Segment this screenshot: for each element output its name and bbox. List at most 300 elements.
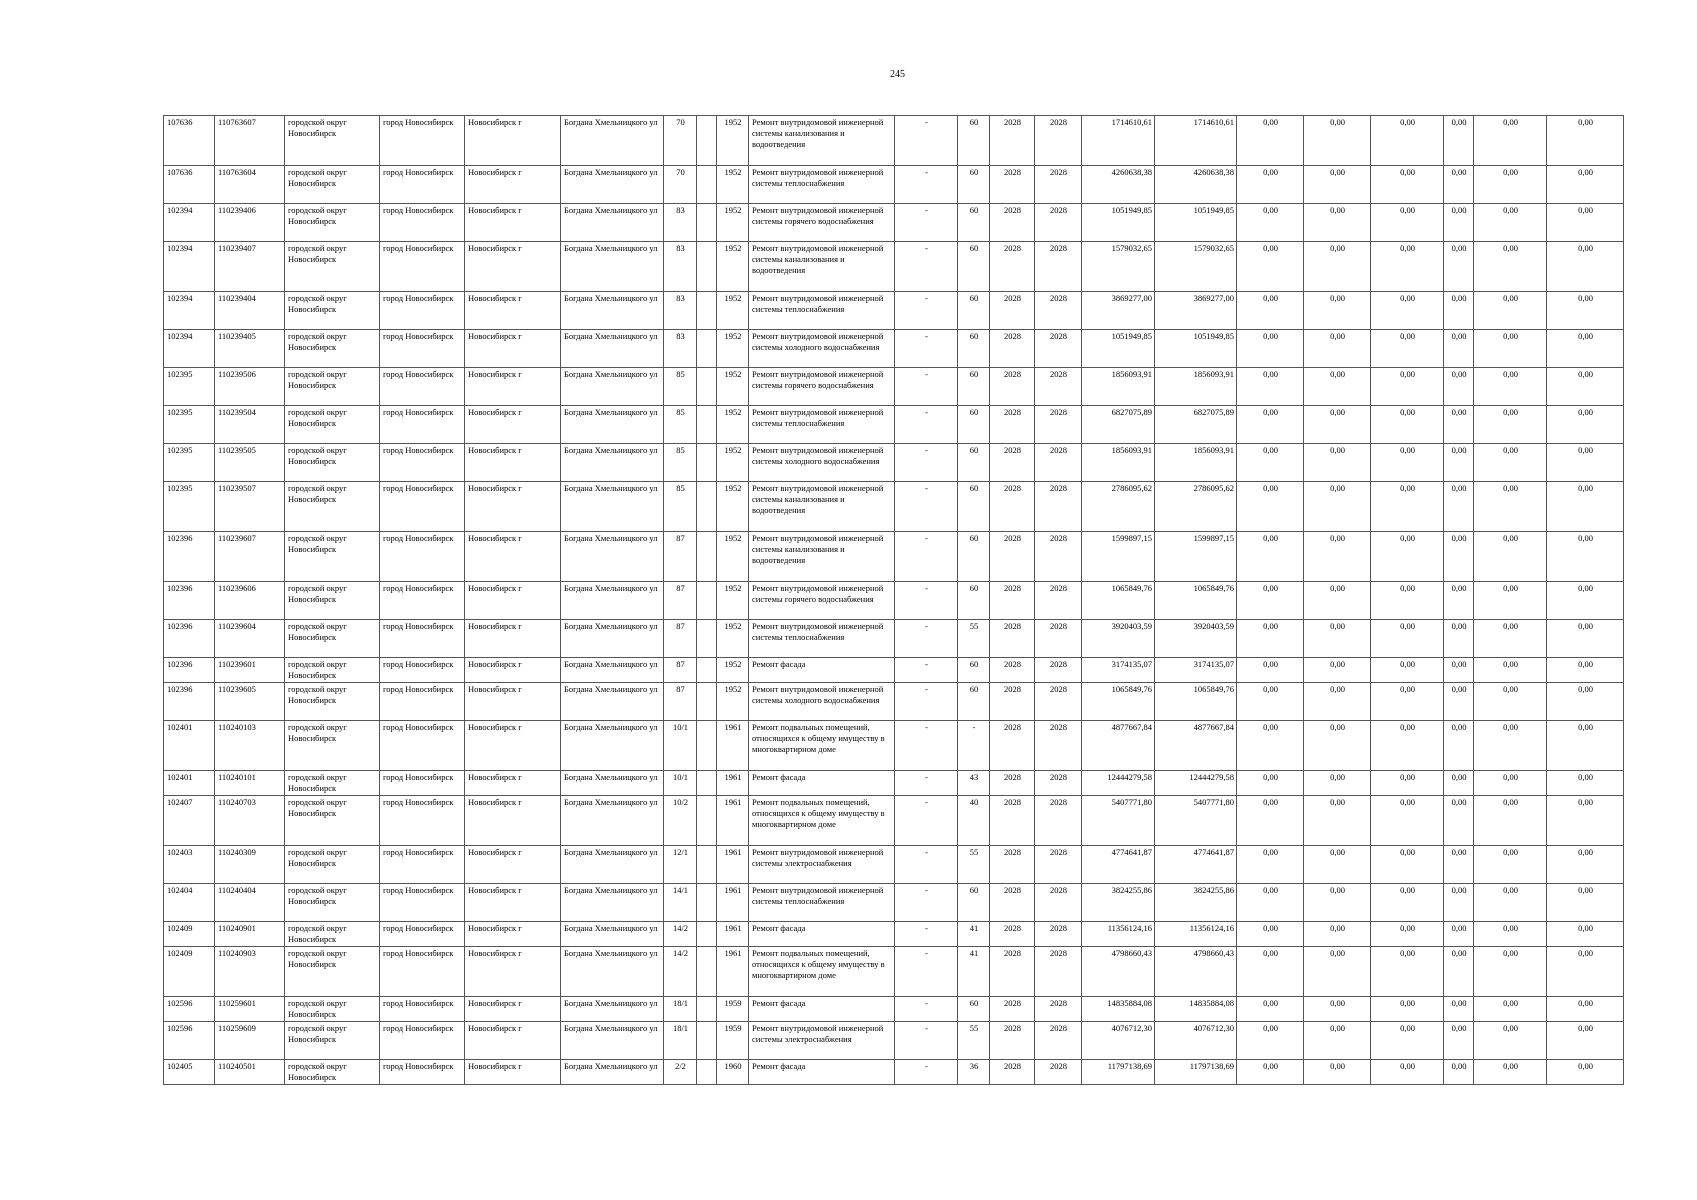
local-funds-cell: 0,00 <box>1371 884 1444 922</box>
work-type-cell: Ремонт фасада <box>749 922 895 947</box>
last-repair-year-cell: - <box>895 997 958 1022</box>
plan-year-start-cell: 2028 <box>990 204 1035 242</box>
fund-cost-cell: 1065849,76 <box>1155 582 1237 620</box>
plan-year-start-cell: 2028 <box>990 947 1035 997</box>
plan-year-end-cell: 2028 <box>1035 1060 1082 1085</box>
settlement-cell: город Новосибирск <box>380 947 465 997</box>
street-cell: Богдана Хмельницкого ул <box>561 947 664 997</box>
plan-year-end-cell: 2028 <box>1035 846 1082 884</box>
fund-cost-cell: 1051949,85 <box>1155 330 1237 368</box>
street-cell: Богдана Хмельницкого ул <box>561 532 664 582</box>
municipal-district-cell: городской округ Новосибирск <box>285 658 380 683</box>
other-funds-cell: 0,00 <box>1444 721 1474 771</box>
wear-percent-cell: 55 <box>958 620 990 658</box>
plan-year-end-cell: 2028 <box>1035 204 1082 242</box>
plan-year-end-cell: 2028 <box>1035 997 1082 1022</box>
wear-percent-cell: 60 <box>958 997 990 1022</box>
regional-funds-cell: 0,00 <box>1304 884 1371 922</box>
wear-percent-cell: 60 <box>958 166 990 204</box>
municipal-district-cell: городской округ Новосибирск <box>285 771 380 796</box>
owners-funds-cell: 0,00 <box>1474 482 1547 532</box>
wear-percent-cell: 40 <box>958 796 990 846</box>
local-funds-cell: 0,00 <box>1371 846 1444 884</box>
commission-year-cell: 1952 <box>717 204 749 242</box>
owners-funds-cell: 0,00 <box>1474 166 1547 204</box>
total-cost-cell: 1856093,91 <box>1082 444 1155 482</box>
house-id-cell: 102401 <box>164 721 215 771</box>
settlement-cell: город Новосибирск <box>380 368 465 406</box>
table-row <box>164 620 1624 658</box>
table-row <box>164 582 1624 620</box>
settlement-cell: город Новосибирск <box>380 997 465 1022</box>
settlement-cell: город Новосибирск <box>380 683 465 721</box>
federal-funds-cell: 0,00 <box>1237 620 1304 658</box>
last-repair-year-cell: - <box>895 330 958 368</box>
table-row <box>164 683 1624 721</box>
house-number-cell: 14/2 <box>664 922 697 947</box>
reserve-funds-cell: 0,00 <box>1547 997 1624 1022</box>
fund-cost-cell: 1579032,65 <box>1155 242 1237 292</box>
table-row <box>164 658 1624 683</box>
table-row <box>164 721 1624 771</box>
municipal-district-cell: городской округ Новосибирск <box>285 721 380 771</box>
street-cell: Богдана Хмельницкого ул <box>561 922 664 947</box>
wear-percent-cell: 60 <box>958 368 990 406</box>
total-cost-cell: 14835884,08 <box>1082 997 1155 1022</box>
work-type-cell: Ремонт фасада <box>749 771 895 796</box>
owners-funds-cell: 0,00 <box>1474 771 1547 796</box>
house-id-cell: 107636 <box>164 166 215 204</box>
reserve-funds-cell: 0,00 <box>1547 406 1624 444</box>
owners-funds-cell: 0,00 <box>1474 1060 1547 1085</box>
work-type-cell: Ремонт внутридомовой инженерной системы холодного водоснабжения <box>749 330 895 368</box>
building-cell <box>697 884 717 922</box>
locality-cell: Новосибирск г <box>465 166 561 204</box>
work-type-cell: Ремонт внутридомовой инженерной системы теплоснабжения <box>749 166 895 204</box>
last-repair-year-cell: - <box>895 116 958 166</box>
wear-percent-cell: - <box>958 721 990 771</box>
work-id-cell: 110763607 <box>215 116 285 166</box>
house-number-cell: 85 <box>664 368 697 406</box>
plan-year-end-cell: 2028 <box>1035 884 1082 922</box>
house-id-cell: 102394 <box>164 204 215 242</box>
house-id-cell: 102396 <box>164 532 215 582</box>
table-row <box>164 330 1624 368</box>
plan-year-start-cell: 2028 <box>990 292 1035 330</box>
wear-percent-cell: 41 <box>958 922 990 947</box>
locality-cell: Новосибирск г <box>465 444 561 482</box>
owners-funds-cell: 0,00 <box>1474 444 1547 482</box>
other-funds-cell: 0,00 <box>1444 292 1474 330</box>
regional-funds-cell: 0,00 <box>1304 444 1371 482</box>
municipal-district-cell: городской округ Новосибирск <box>285 330 380 368</box>
plan-year-start-cell: 2028 <box>990 582 1035 620</box>
house-id-cell: 102394 <box>164 330 215 368</box>
building-cell <box>697 406 717 444</box>
wear-percent-cell: 60 <box>958 683 990 721</box>
house-id-cell: 102394 <box>164 292 215 330</box>
local-funds-cell: 0,00 <box>1371 532 1444 582</box>
house-id-cell: 107636 <box>164 116 215 166</box>
last-repair-year-cell: - <box>895 166 958 204</box>
other-funds-cell: 0,00 <box>1444 796 1474 846</box>
table-row <box>164 997 1624 1022</box>
total-cost-cell: 1856093,91 <box>1082 368 1155 406</box>
commission-year-cell: 1961 <box>717 922 749 947</box>
work-type-cell: Ремонт внутридомовой инженерной системы горячего водоснабжения <box>749 204 895 242</box>
federal-funds-cell: 0,00 <box>1237 846 1304 884</box>
street-cell: Богдана Хмельницкого ул <box>561 204 664 242</box>
local-funds-cell: 0,00 <box>1371 1022 1444 1060</box>
last-repair-year-cell: - <box>895 292 958 330</box>
last-repair-year-cell: - <box>895 922 958 947</box>
work-type-cell: Ремонт внутридомовой инженерной системы горячего водоснабжения <box>749 368 895 406</box>
work-type-cell: Ремонт внутридомовой инженерной системы теплоснабжения <box>749 620 895 658</box>
other-funds-cell: 0,00 <box>1444 947 1474 997</box>
municipal-district-cell: городской округ Новосибирск <box>285 444 380 482</box>
last-repair-year-cell: - <box>895 482 958 532</box>
plan-year-end-cell: 2028 <box>1035 444 1082 482</box>
building-cell <box>697 947 717 997</box>
other-funds-cell: 0,00 <box>1444 368 1474 406</box>
regional-funds-cell: 0,00 <box>1304 771 1371 796</box>
work-type-cell: Ремонт внутридомовой инженерной системы канализования и водоотведения <box>749 116 895 166</box>
fund-cost-cell: 1599897,15 <box>1155 532 1237 582</box>
owners-funds-cell: 0,00 <box>1474 532 1547 582</box>
building-cell <box>697 166 717 204</box>
work-type-cell: Ремонт внутридомовой инженерной системы канализования и водоотведения <box>749 482 895 532</box>
building-cell <box>697 796 717 846</box>
plan-year-end-cell: 2028 <box>1035 683 1082 721</box>
locality-cell: Новосибирск г <box>465 620 561 658</box>
wear-percent-cell: 43 <box>958 771 990 796</box>
local-funds-cell: 0,00 <box>1371 683 1444 721</box>
other-funds-cell: 0,00 <box>1444 922 1474 947</box>
regional-funds-cell: 0,00 <box>1304 997 1371 1022</box>
building-cell <box>697 771 717 796</box>
commission-year-cell: 1952 <box>717 166 749 204</box>
owners-funds-cell: 0,00 <box>1474 997 1547 1022</box>
plan-year-end-cell: 2028 <box>1035 922 1082 947</box>
settlement-cell: город Новосибирск <box>380 771 465 796</box>
municipal-district-cell: городской округ Новосибирск <box>285 204 380 242</box>
work-id-cell: 110239605 <box>215 683 285 721</box>
reserve-funds-cell: 0,00 <box>1547 922 1624 947</box>
owners-funds-cell: 0,00 <box>1474 116 1547 166</box>
locality-cell: Новосибирск г <box>465 582 561 620</box>
house-number-cell: 85 <box>664 482 697 532</box>
reserve-funds-cell: 0,00 <box>1547 796 1624 846</box>
house-id-cell: 102409 <box>164 947 215 997</box>
local-funds-cell: 0,00 <box>1371 368 1444 406</box>
federal-funds-cell: 0,00 <box>1237 204 1304 242</box>
settlement-cell: город Новосибирск <box>380 922 465 947</box>
local-funds-cell: 0,00 <box>1371 330 1444 368</box>
plan-year-end-cell: 2028 <box>1035 1022 1082 1060</box>
fund-cost-cell: 1051949,85 <box>1155 204 1237 242</box>
wear-percent-cell: 60 <box>958 532 990 582</box>
house-number-cell: 83 <box>664 242 697 292</box>
building-cell <box>697 683 717 721</box>
house-number-cell: 10/1 <box>664 721 697 771</box>
commission-year-cell: 1952 <box>717 444 749 482</box>
total-cost-cell: 3869277,00 <box>1082 292 1155 330</box>
plan-year-start-cell: 2028 <box>990 997 1035 1022</box>
regional-funds-cell: 0,00 <box>1304 406 1371 444</box>
commission-year-cell: 1952 <box>717 116 749 166</box>
locality-cell: Новосибирск г <box>465 997 561 1022</box>
house-id-cell: 102405 <box>164 1060 215 1085</box>
plan-year-start-cell: 2028 <box>990 683 1035 721</box>
regional-funds-cell: 0,00 <box>1304 1022 1371 1060</box>
regional-funds-cell: 0,00 <box>1304 796 1371 846</box>
municipal-district-cell: городской округ Новосибирск <box>285 947 380 997</box>
other-funds-cell: 0,00 <box>1444 532 1474 582</box>
wear-percent-cell: 55 <box>958 846 990 884</box>
fund-cost-cell: 11797138,69 <box>1155 1060 1237 1085</box>
work-id-cell: 110239607 <box>215 532 285 582</box>
house-id-cell: 102395 <box>164 406 215 444</box>
street-cell: Богдана Хмельницкого ул <box>561 884 664 922</box>
plan-year-end-cell: 2028 <box>1035 721 1082 771</box>
plan-year-end-cell: 2028 <box>1035 532 1082 582</box>
local-funds-cell: 0,00 <box>1371 204 1444 242</box>
building-cell <box>697 368 717 406</box>
wear-percent-cell: 41 <box>958 947 990 997</box>
regional-funds-cell: 0,00 <box>1304 658 1371 683</box>
street-cell: Богдана Хмельницкого ул <box>561 330 664 368</box>
settlement-cell: город Новосибирск <box>380 330 465 368</box>
locality-cell: Новосибирск г <box>465 721 561 771</box>
fund-cost-cell: 4774641,87 <box>1155 846 1237 884</box>
house-id-cell: 102596 <box>164 997 215 1022</box>
work-id-cell: 110240703 <box>215 796 285 846</box>
total-cost-cell: 4877667,84 <box>1082 721 1155 771</box>
wear-percent-cell: 60 <box>958 242 990 292</box>
table-row <box>164 292 1624 330</box>
work-type-cell: Ремонт внутридомовой инженерной системы электроснабжения <box>749 846 895 884</box>
total-cost-cell: 3174135,07 <box>1082 658 1155 683</box>
last-repair-year-cell: - <box>895 204 958 242</box>
house-id-cell: 102409 <box>164 922 215 947</box>
federal-funds-cell: 0,00 <box>1237 406 1304 444</box>
reserve-funds-cell: 0,00 <box>1547 532 1624 582</box>
owners-funds-cell: 0,00 <box>1474 292 1547 330</box>
plan-year-end-cell: 2028 <box>1035 330 1082 368</box>
repair-registry-table <box>163 115 1624 1085</box>
reserve-funds-cell: 0,00 <box>1547 444 1624 482</box>
house-id-cell: 102395 <box>164 482 215 532</box>
fund-cost-cell: 1856093,91 <box>1155 368 1237 406</box>
house-number-cell: 87 <box>664 683 697 721</box>
local-funds-cell: 0,00 <box>1371 771 1444 796</box>
house-number-cell: 87 <box>664 658 697 683</box>
regional-funds-cell: 0,00 <box>1304 368 1371 406</box>
work-type-cell: Ремонт фасада <box>749 997 895 1022</box>
municipal-district-cell: городской округ Новосибирск <box>285 532 380 582</box>
municipal-district-cell: городской округ Новосибирск <box>285 997 380 1022</box>
building-cell <box>697 444 717 482</box>
settlement-cell: город Новосибирск <box>380 1022 465 1060</box>
work-type-cell: Ремонт внутридомовой инженерной системы теплоснабжения <box>749 292 895 330</box>
local-funds-cell: 0,00 <box>1371 796 1444 846</box>
reserve-funds-cell: 0,00 <box>1547 368 1624 406</box>
municipal-district-cell: городской округ Новосибирск <box>285 406 380 444</box>
federal-funds-cell: 0,00 <box>1237 116 1304 166</box>
building-cell <box>697 620 717 658</box>
settlement-cell: город Новосибирск <box>380 116 465 166</box>
plan-year-end-cell: 2028 <box>1035 116 1082 166</box>
last-repair-year-cell: - <box>895 406 958 444</box>
local-funds-cell: 0,00 <box>1371 292 1444 330</box>
wear-percent-cell: 60 <box>958 884 990 922</box>
building-cell <box>697 532 717 582</box>
street-cell: Богдана Хмельницкого ул <box>561 482 664 532</box>
table-row <box>164 242 1624 292</box>
last-repair-year-cell: - <box>895 947 958 997</box>
plan-year-start-cell: 2028 <box>990 166 1035 204</box>
last-repair-year-cell: - <box>895 242 958 292</box>
local-funds-cell: 0,00 <box>1371 242 1444 292</box>
plan-year-start-cell: 2028 <box>990 1022 1035 1060</box>
street-cell: Богдана Хмельницкого ул <box>561 683 664 721</box>
work-id-cell: 110239507 <box>215 482 285 532</box>
federal-funds-cell: 0,00 <box>1237 922 1304 947</box>
building-cell <box>697 1022 717 1060</box>
reserve-funds-cell: 0,00 <box>1547 330 1624 368</box>
settlement-cell: город Новосибирск <box>380 796 465 846</box>
locality-cell: Новосибирск г <box>465 1060 561 1085</box>
plan-year-start-cell: 2028 <box>990 658 1035 683</box>
house-id-cell: 102404 <box>164 884 215 922</box>
commission-year-cell: 1961 <box>717 771 749 796</box>
wear-percent-cell: 55 <box>958 1022 990 1060</box>
locality-cell: Новосибирск г <box>465 242 561 292</box>
federal-funds-cell: 0,00 <box>1237 1060 1304 1085</box>
table-row <box>164 482 1624 532</box>
last-repair-year-cell: - <box>895 771 958 796</box>
commission-year-cell: 1961 <box>717 721 749 771</box>
fund-cost-cell: 1856093,91 <box>1155 444 1237 482</box>
table-body <box>164 116 1624 1085</box>
work-type-cell: Ремонт фасада <box>749 658 895 683</box>
plan-year-end-cell: 2028 <box>1035 368 1082 406</box>
regional-funds-cell: 0,00 <box>1304 116 1371 166</box>
wear-percent-cell: 60 <box>958 292 990 330</box>
street-cell: Богдана Хмельницкого ул <box>561 721 664 771</box>
owners-funds-cell: 0,00 <box>1474 330 1547 368</box>
plan-year-start-cell: 2028 <box>990 368 1035 406</box>
municipal-district-cell: городской округ Новосибирск <box>285 620 380 658</box>
street-cell: Богдана Хмельницкого ул <box>561 1022 664 1060</box>
plan-year-end-cell: 2028 <box>1035 771 1082 796</box>
regional-funds-cell: 0,00 <box>1304 330 1371 368</box>
wear-percent-cell: 60 <box>958 482 990 532</box>
commission-year-cell: 1961 <box>717 947 749 997</box>
plan-year-end-cell: 2028 <box>1035 242 1082 292</box>
plan-year-start-cell: 2028 <box>990 406 1035 444</box>
table-row <box>164 1022 1624 1060</box>
work-type-cell: Ремонт внутридомовой инженерной системы канализования и водоотведения <box>749 242 895 292</box>
table-row <box>164 444 1624 482</box>
regional-funds-cell: 0,00 <box>1304 582 1371 620</box>
street-cell: Богдана Хмельницкого ул <box>561 658 664 683</box>
commission-year-cell: 1961 <box>717 846 749 884</box>
local-funds-cell: 0,00 <box>1371 406 1444 444</box>
page-number: 245 <box>890 69 905 80</box>
municipal-district-cell: городской округ Новосибирск <box>285 482 380 532</box>
house-id-cell: 102396 <box>164 683 215 721</box>
locality-cell: Новосибирск г <box>465 846 561 884</box>
table-row <box>164 204 1624 242</box>
settlement-cell: город Новосибирск <box>380 658 465 683</box>
house-id-cell: 102403 <box>164 846 215 884</box>
plan-year-end-cell: 2028 <box>1035 482 1082 532</box>
municipal-district-cell: городской округ Новосибирск <box>285 1022 380 1060</box>
last-repair-year-cell: - <box>895 582 958 620</box>
street-cell: Богдана Хмельницкого ул <box>561 846 664 884</box>
last-repair-year-cell: - <box>895 683 958 721</box>
last-repair-year-cell: - <box>895 620 958 658</box>
reserve-funds-cell: 0,00 <box>1547 846 1624 884</box>
regional-funds-cell: 0,00 <box>1304 1060 1371 1085</box>
fund-cost-cell: 5407771,80 <box>1155 796 1237 846</box>
federal-funds-cell: 0,00 <box>1237 721 1304 771</box>
other-funds-cell: 0,00 <box>1444 242 1474 292</box>
settlement-cell: город Новосибирск <box>380 204 465 242</box>
house-number-cell: 70 <box>664 166 697 204</box>
locality-cell: Новосибирск г <box>465 406 561 444</box>
regional-funds-cell: 0,00 <box>1304 721 1371 771</box>
fund-cost-cell: 4798660,43 <box>1155 947 1237 997</box>
wear-percent-cell: 60 <box>958 582 990 620</box>
owners-funds-cell: 0,00 <box>1474 204 1547 242</box>
reserve-funds-cell: 0,00 <box>1547 658 1624 683</box>
settlement-cell: город Новосибирск <box>380 482 465 532</box>
locality-cell: Новосибирск г <box>465 330 561 368</box>
locality-cell: Новосибирск г <box>465 771 561 796</box>
owners-funds-cell: 0,00 <box>1474 846 1547 884</box>
plan-year-start-cell: 2028 <box>990 721 1035 771</box>
building-cell <box>697 997 717 1022</box>
locality-cell: Новосибирск г <box>465 1022 561 1060</box>
total-cost-cell: 11356124,16 <box>1082 922 1155 947</box>
settlement-cell: город Новосибирск <box>380 406 465 444</box>
reserve-funds-cell: 0,00 <box>1547 242 1624 292</box>
total-cost-cell: 5407771,80 <box>1082 796 1155 846</box>
fund-cost-cell: 14835884,08 <box>1155 997 1237 1022</box>
municipal-district-cell: городской округ Новосибирск <box>285 166 380 204</box>
plan-year-end-cell: 2028 <box>1035 796 1082 846</box>
federal-funds-cell: 0,00 <box>1237 683 1304 721</box>
local-funds-cell: 0,00 <box>1371 116 1444 166</box>
reserve-funds-cell: 0,00 <box>1547 884 1624 922</box>
house-id-cell: 102396 <box>164 582 215 620</box>
reserve-funds-cell: 0,00 <box>1547 683 1624 721</box>
work-id-cell: 110240903 <box>215 947 285 997</box>
total-cost-cell: 1599897,15 <box>1082 532 1155 582</box>
total-cost-cell: 3824255,86 <box>1082 884 1155 922</box>
fund-cost-cell: 4076712,30 <box>1155 1022 1237 1060</box>
house-number-cell: 70 <box>664 116 697 166</box>
street-cell: Богдана Хмельницкого ул <box>561 242 664 292</box>
table-row <box>164 368 1624 406</box>
regional-funds-cell: 0,00 <box>1304 242 1371 292</box>
house-number-cell: 12/1 <box>664 846 697 884</box>
street-cell: Богдана Хмельницкого ул <box>561 997 664 1022</box>
house-id-cell: 102396 <box>164 620 215 658</box>
total-cost-cell: 4798660,43 <box>1082 947 1155 997</box>
